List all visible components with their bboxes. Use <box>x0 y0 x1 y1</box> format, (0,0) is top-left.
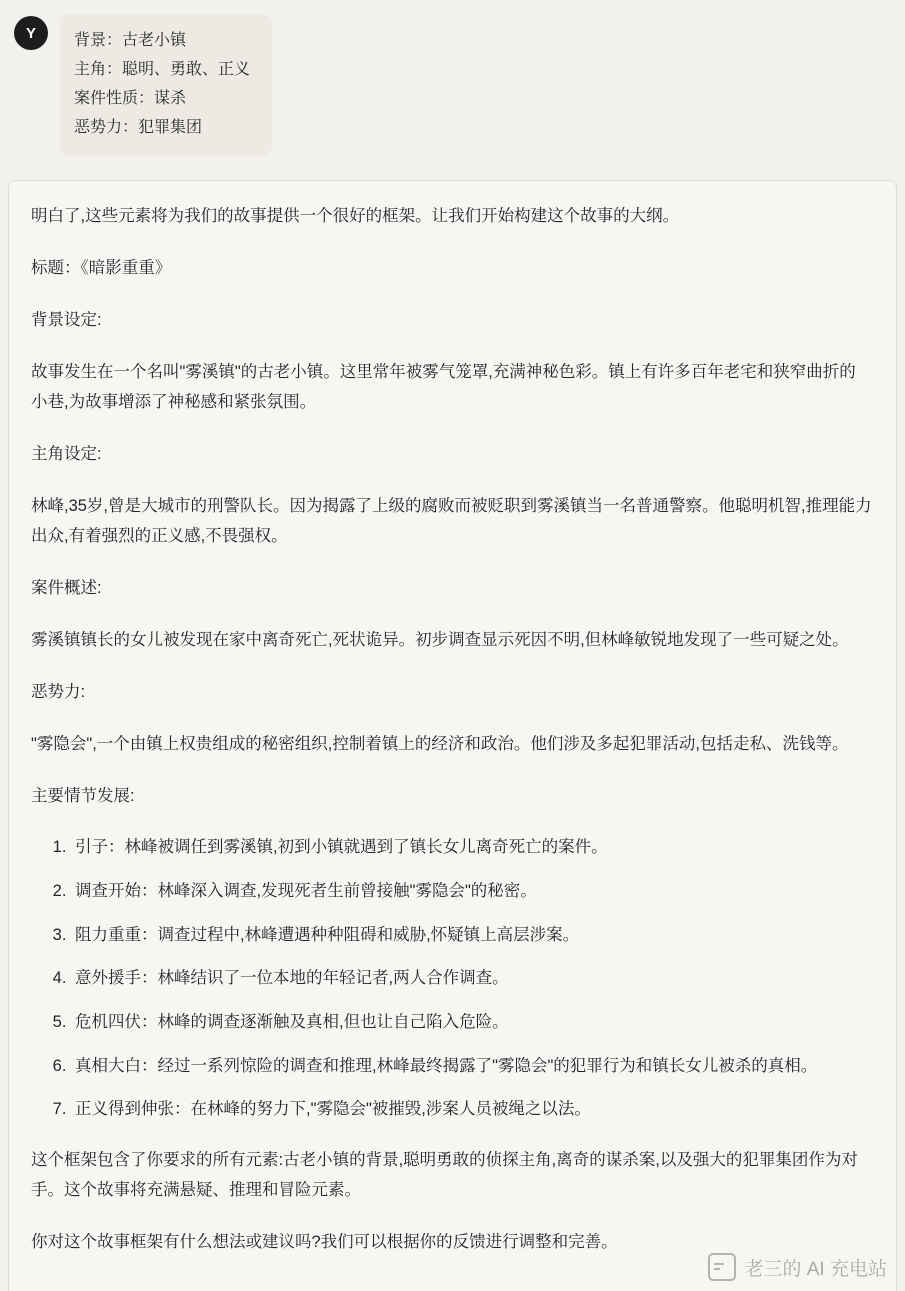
section-heading-case: 案件概述: <box>31 579 102 598</box>
story-title: 标题：《暗影重重》 <box>31 259 172 278</box>
user-message-line-4: 恶势力：犯罪集团 <box>74 119 203 136</box>
section-heading-villain: 恶势力: <box>31 683 86 702</box>
assistant-closing: 你对这个故事框架有什么想法或建议吗?我们可以根据你的反馈进行调整和完善。 <box>31 1233 618 1252</box>
section-body-case: 雾溪镇镇长的女儿被发现在家中离奇死亡,死状诡异。初步调查显示死因不明,但林峰敏锐地发现了一些可疑之处。 <box>31 631 849 650</box>
section-heading-setting: 背景设定: <box>31 311 102 330</box>
list-item: 7. 正义得到伸张：在林峰的努力下,"雾隐会"被摧毁,涉案人员被绳之以法。 <box>71 1095 872 1125</box>
list-item: 4. 意外援手：林峰结识了一位本地的年轻记者,两人合作调查。 <box>71 964 872 994</box>
user-message-row <box>8 8 897 156</box>
section-body-setting: 故事发生在一个名叫"雾溪镇"的古老小镇。这里常年被雾气笼罩,充满神秘色彩。镇上有许多百年老宅和狭窄曲折的小巷,为故事增添了神秘感和紧张氛围。 <box>31 363 856 412</box>
plot-list <box>31 833 872 1125</box>
user-message-line-1: 背景：古老小镇 <box>74 32 187 49</box>
assistant-summary: 这个框架包含了你要求的所有元素:古老小镇的背景,聪明勇敢的侦探主角,离奇的谋杀案,以及强大的犯罪集团作为对手。这个故事将充满悬疑、推理和冒险元素。 <box>31 1151 858 1200</box>
section-heading-plot: 主要情节发展: <box>31 787 135 806</box>
list-item: 2. 调查开始：林峰深入调查,发现死者生前曾接触"雾隐会"的秘密。 <box>71 877 872 907</box>
watermark-text: 老三的 AI 充电站 <box>744 1258 887 1280</box>
assistant-intro: 明白了,这些元素将为我们的故事提供一个很好的框架。让我们开始构建这个故事的大纲。 <box>31 207 680 225</box>
list-item: 6. 真相大白：经过一系列惊险的调查和推理,林峰最终揭露了"雾隐会"的犯罪行为和镇长女儿被杀的真相。 <box>71 1052 872 1082</box>
list-item: 5. 危机四伏：林峰的调查逐渐触及真相,但也让自己陷入危险。 <box>71 1008 872 1038</box>
section-body-protagonist: 林峰,35岁,曾是大城市的刑警队长。因为揭露了上级的腐败而被贬职到雾溪镇当一名普通警察。他聪明机智,推理能力出众,有着强烈的正义感,不畏强权。 <box>31 497 872 546</box>
section-body-villain: "雾隐会",一个由镇上权贵组成的秘密组织,控制着镇上的经济和政治。他们涉及多起犯罪活动,包括走私、洗钱等。 <box>31 735 849 754</box>
list-item: 3. 阻力重重：调查过程中,林峰遭遇种种阻碍和威胁,怀疑镇上高层涉案。 <box>71 921 872 951</box>
section-heading-protagonist: 主角设定: <box>31 445 102 464</box>
user-message-line-2: 主角：聪明、勇敢、正义 <box>74 61 251 78</box>
user-message-bubble <box>60 14 272 156</box>
assistant-message-card <box>8 180 897 1291</box>
user-message-line-3: 案件性质：谋杀 <box>74 90 187 107</box>
list-item: 1. 引子：林峰被调任到雾溪镇,初到小镇就遇到了镇长女儿离奇死亡的案件。 <box>71 833 872 863</box>
avatar: Y <box>14 16 48 50</box>
